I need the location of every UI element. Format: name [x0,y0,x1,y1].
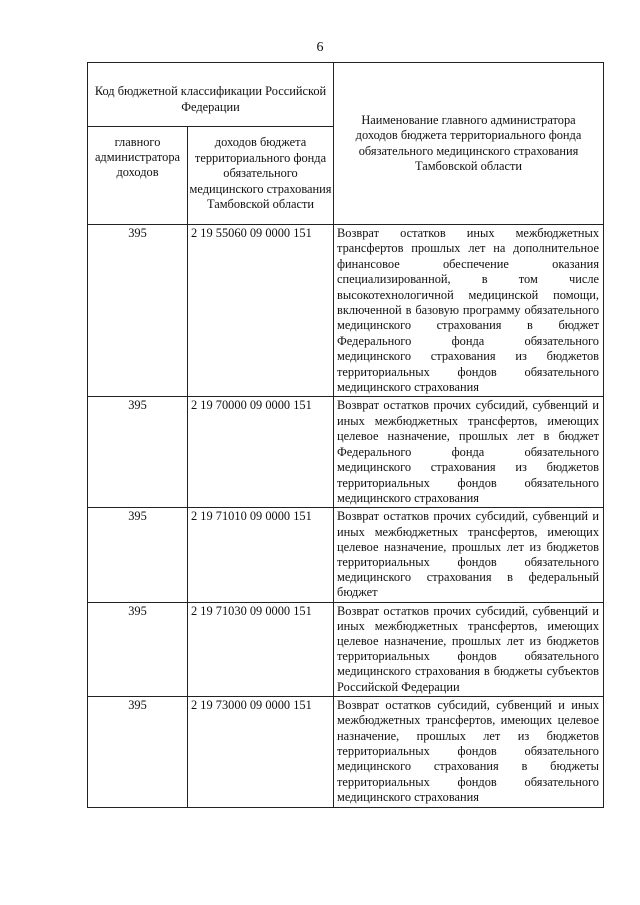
table-row [88,508,604,602]
admin-code-cell: 395 [88,508,188,602]
income-name-cell: Возврат остатков иных межбюджетных трансфертов прошлых лет на дополнительное финансовое обеспечение оказания специализированной, в том числе высокотехнологичной медицинской помощи, включенной в базовую программу обязательного медицинского страхования в бюджет Федерального фонда обязательного медицинского страхования из бюджетов территориальных фондов обязательного медицинского страхования [334,225,604,397]
income-name-cell: Возврат остатков прочих субсидий, субвенций и иных межбюджетных трансфертов, имеющих целевое назначение, прошлых лет в бюджет Федерального фонда обязательного медицинского страхования из бюджетов территориальных фондов обязательного медицинского страхования [334,397,604,508]
income-code-cell: 2 19 73000 09 0000 151 [188,696,334,807]
table-row [88,696,604,807]
budget-classification-table [87,62,604,808]
income-name-cell: Возврат остатков прочих субсидий, субвенций и иных межбюджетных трансфертов, имеющих целевое назначение, прошлых лет из бюджетов территориальных фондов обязательного медицинского страхования в бюджеты субъектов Российской Федерации [334,602,604,696]
income-name-cell: Возврат остатков субсидий, субвенций и иных межбюджетных трансфертов, имеющих целевое назначение, прошлых лет из бюджетов территориальных фондов обязательного медицинского страхования в бюджеты территориальных фондов обязательного медицинского страхования [334,696,604,807]
income-code-cell: 2 19 71030 09 0000 151 [188,602,334,696]
table-row [88,397,604,508]
income-code-cell: 2 19 70000 09 0000 151 [188,397,334,508]
table-row [88,225,604,397]
page-number: 6 [316,40,324,55]
admin-code-cell: 395 [88,602,188,696]
income-name-cell: Возврат остатков прочих субсидий, субвенций и иных межбюджетных трансфертов, имеющих целевое назначение, прошлых лет из бюджетов территориальных фондов обязательного медицинского страхования в федеральный бюджет [334,508,604,602]
header-income-code: доходов бюджета территориального фонда обязательного медицинского страхования Тамбовской области [188,127,334,225]
table-row [88,602,604,696]
header-administrator-name: Наименование главного администратора доходов бюджета территориального фонда обязательного медицинского страхования Тамбовской области [334,63,604,225]
admin-code-cell: 395 [88,696,188,807]
income-code-cell: 2 19 55060 09 0000 151 [188,225,334,397]
table-header-row [88,63,604,127]
income-code-cell: 2 19 71010 09 0000 151 [188,508,334,602]
admin-code-cell: 395 [88,225,188,397]
admin-code-cell: 395 [88,397,188,508]
header-admin-code: главного администратора доходов [88,127,188,225]
header-classification-group: Код бюджетной классификации Российской Федерации [88,63,334,127]
